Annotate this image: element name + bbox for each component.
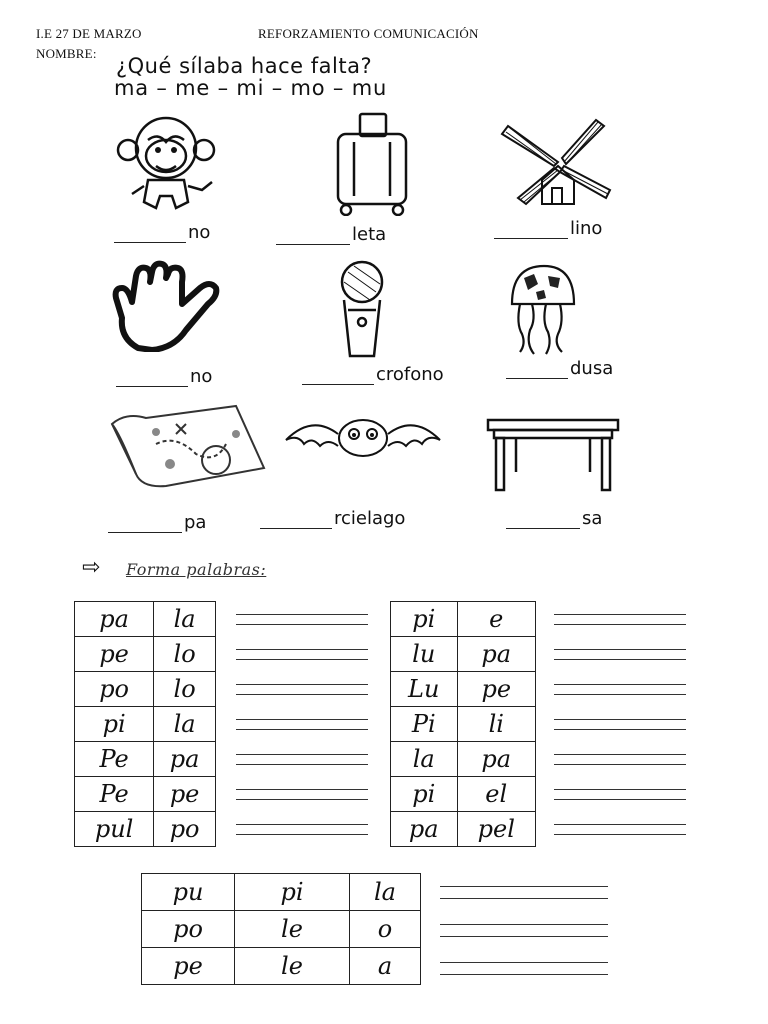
monkey-icon (108, 112, 228, 216)
microphone-icon (334, 260, 390, 360)
word-suffix: no (190, 366, 213, 387)
syllable-cell: a (350, 948, 421, 985)
arrow-right-icon: ⇨ (82, 555, 101, 580)
syllable-cell: lu (391, 637, 458, 672)
treasure-map-icon (106, 404, 266, 488)
syllable-cell: lo (154, 637, 216, 672)
school-name: I.E 27 DE MARZO (36, 26, 142, 41)
word-blank-1[interactable] (114, 222, 210, 243)
syllable-cell: pi (391, 602, 458, 637)
word-blank-4[interactable] (116, 366, 212, 387)
syllable-cell: le (235, 911, 350, 948)
syllable-cell: po (142, 911, 235, 948)
syllable-cell: la (154, 707, 216, 742)
syllable-options: ma – me – mi – mo – mu (114, 76, 388, 100)
hand-icon (108, 258, 226, 352)
syllable-cell: el (457, 777, 536, 812)
syllable-cell: pel (457, 812, 536, 847)
syllable-cell: pa (154, 742, 216, 777)
word-suffix: dusa (570, 358, 614, 379)
syllable-cell: pi (75, 707, 154, 742)
word-blank-3[interactable] (494, 218, 602, 239)
syllable-cell: pu (142, 874, 235, 911)
word-suffix: rcielago (334, 508, 406, 529)
syllable-cell: po (154, 812, 216, 847)
jellyfish-icon (508, 264, 578, 356)
bat-icon (282, 414, 444, 464)
syllable-cell: la (350, 874, 421, 911)
syllable-cell: pa (391, 812, 458, 847)
activity-title: Forma palabras: (126, 560, 267, 579)
syllable-table-bottom (141, 873, 421, 985)
syllable-cell: Pe (75, 742, 154, 777)
syllable-cell: pa (457, 742, 536, 777)
syllable-cell: pe (142, 948, 235, 985)
syllable-cell: pi (235, 874, 350, 911)
question-title: ¿Qué sílaba hace falta? (116, 54, 373, 78)
name-label: NOMBRE: (36, 46, 97, 61)
syllable-cell: po (75, 672, 154, 707)
syllable-cell: Lu (391, 672, 458, 707)
table-icon (486, 416, 620, 492)
word-suffix: pa (184, 512, 207, 533)
word-blank-5[interactable] (302, 364, 444, 385)
word-suffix: sa (582, 508, 603, 529)
syllable-cell: Pe (75, 777, 154, 812)
word-blank-9[interactable] (506, 508, 602, 529)
word-suffix: lino (570, 218, 603, 239)
syllable-cell: la (391, 742, 458, 777)
syllable-cell: lo (154, 672, 216, 707)
syllable-cell: le (235, 948, 350, 985)
syllable-table-left (74, 601, 216, 847)
syllable-cell: pul (75, 812, 154, 847)
syllable-cell: li (457, 707, 536, 742)
syllable-cell: e (457, 602, 536, 637)
word-blank-8[interactable] (260, 508, 405, 529)
syllable-cell: pi (391, 777, 458, 812)
word-blank-2[interactable] (276, 224, 386, 245)
windmill-icon (498, 118, 618, 208)
answer-lines-bottom[interactable] (440, 886, 608, 976)
syllable-cell: Pi (391, 707, 458, 742)
answer-lines-left[interactable] (236, 614, 368, 844)
suitcase-icon (330, 112, 414, 216)
word-suffix: crofono (376, 364, 444, 385)
word-suffix: no (188, 222, 211, 243)
syllable-table-right (390, 601, 536, 847)
word-blank-6[interactable] (506, 358, 613, 379)
syllable-cell: pe (154, 777, 216, 812)
missing-syllable-worksheet (104, 52, 636, 538)
syllable-cell: pe (75, 637, 154, 672)
syllable-cell: pa (457, 637, 536, 672)
answer-lines-right[interactable] (554, 614, 686, 844)
syllable-cell: la (154, 602, 216, 637)
word-suffix: leta (352, 224, 387, 245)
word-blank-7[interactable] (108, 512, 206, 533)
syllable-cell: pa (75, 602, 154, 637)
syllable-cell: pe (457, 672, 536, 707)
syllable-cell: o (350, 911, 421, 948)
subject-title: REFORZAMIENTO COMUNICACIÓN (258, 26, 479, 41)
